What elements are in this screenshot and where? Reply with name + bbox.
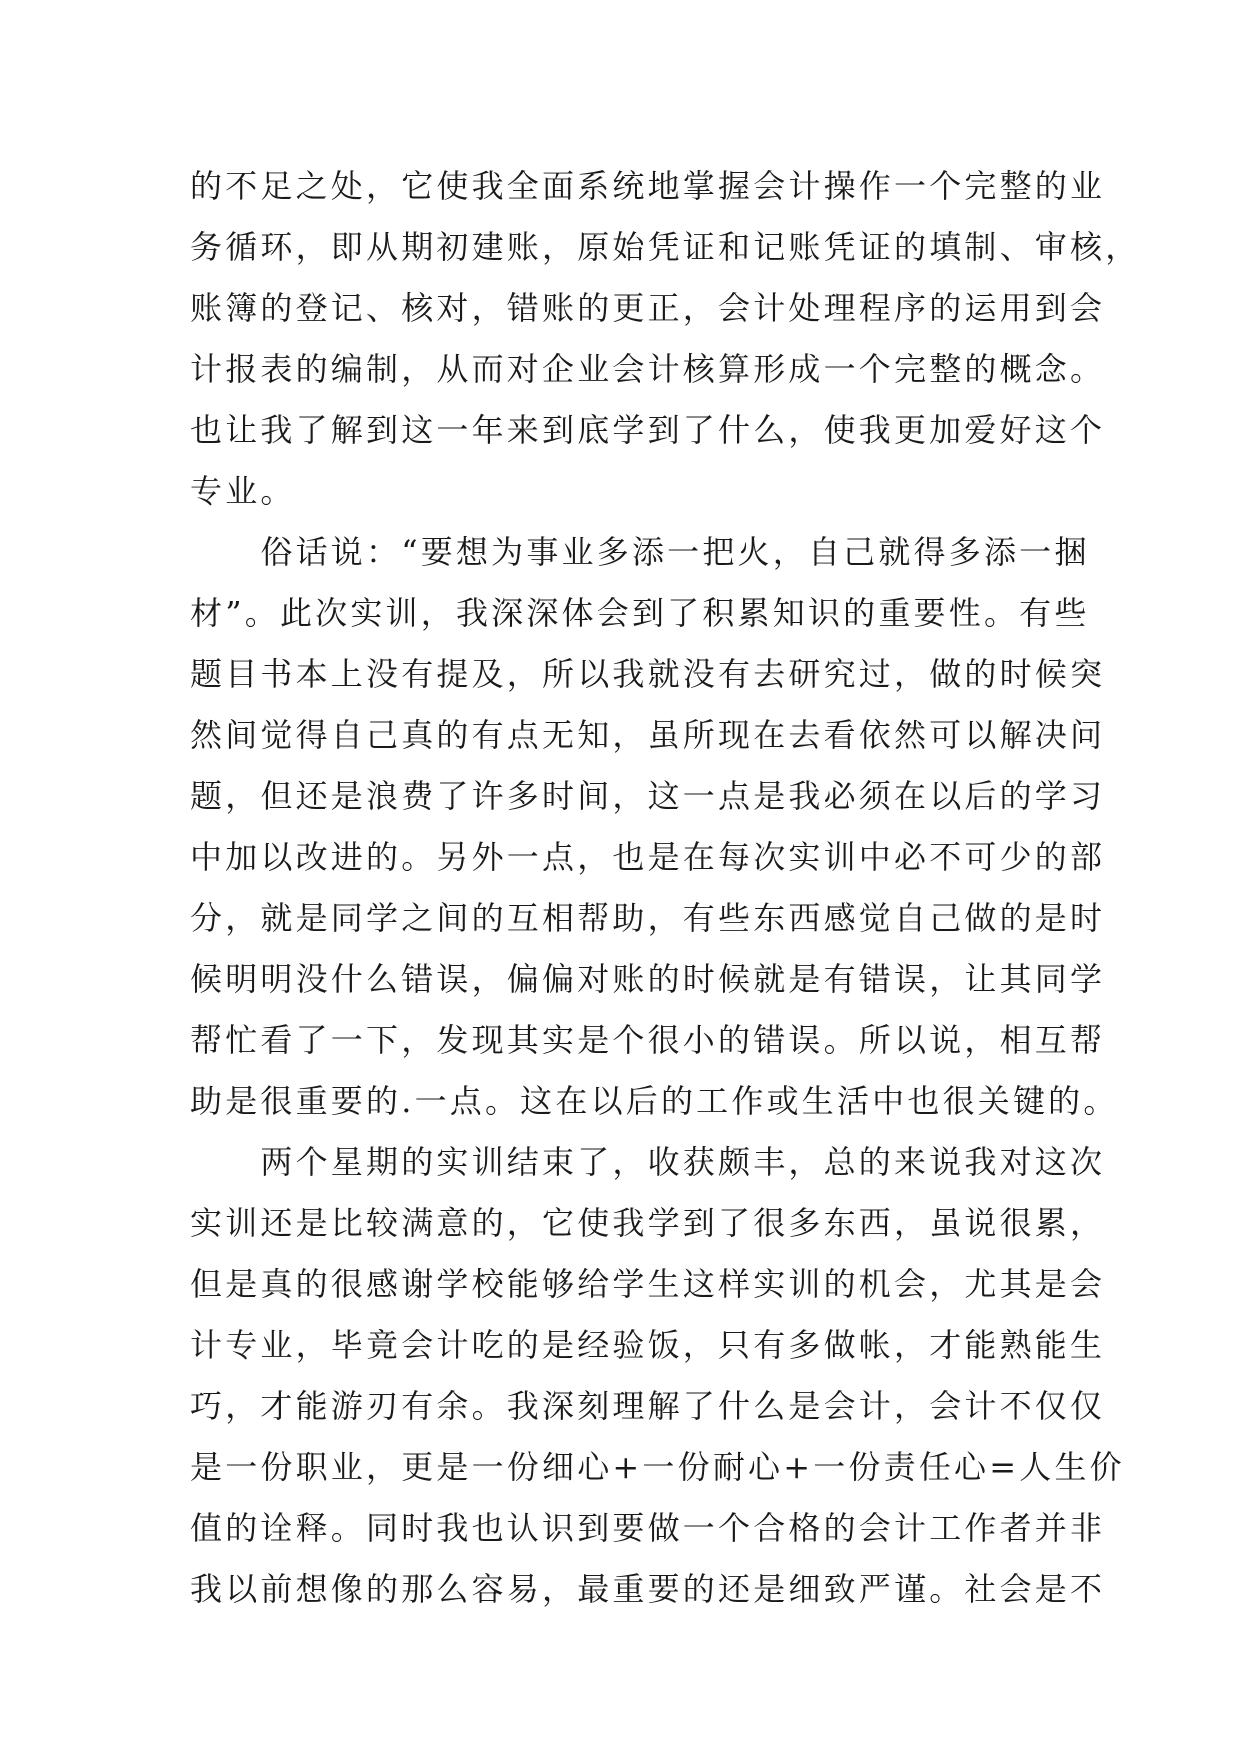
text-line-15: 帮忙看了一下，发现其实是个很小的错误。所以说，相互帮 [190,1021,1106,1059]
text-line-1: 的不足之处，它使我全面系统地掌握会计操作一个完整的业 [190,167,1106,205]
text-line-7: 俗话说：“要想为事业多添一把火，自己就得多添一捆 [190,533,1090,571]
text-line-4: 计报表的编制，从而对企业会计核算形成一个完整的概念。 [190,350,1106,388]
text-line-11: 题，但还是浪费了许多时间，这一点是我必须在以后的学习 [190,777,1106,815]
text-line-14: 候明明没什么错误，偏偏对账的时候就是有错误，让其同学 [190,960,1106,998]
text-line-19: 但是真的很感谢学校能够给学生这样实训的机会，尤其是会 [190,1265,1106,1303]
text-line-10: 然间觉得自己真的有点无知，虽所现在去看依然可以解决问 [190,716,1106,754]
text-line-13: 分，就是同学之间的互相帮助，有些东西感觉自己做的是时 [190,899,1106,937]
text-line-17: 两个星期的实训结束了，收获颇丰，总的来说我对这次 [190,1143,1106,1181]
text-line-6: 专业。 [190,472,296,510]
text-line-9: 题目书本上没有提及，所以我就没有去研究过，做的时候突 [190,655,1106,693]
text-line-23: 值的诠释。同时我也认识到要做一个合格的会计工作者并非 [190,1509,1106,1547]
text-line-16: 助是很重要的.一点。这在以后的工作或生活中也很关键的。 [190,1082,1119,1120]
text-line-2: 务循环，即从期初建账，原始凭证和记账凭证的填制、审核， [190,228,1141,266]
text-line-3: 账簿的登记、核对，错账的更正，会计处理程序的运用到会 [190,289,1106,327]
text-line-21: 巧，才能游刃有余。我深刻理解了什么是会计，会计不仅仅 [190,1387,1106,1425]
text-line-5: 也让我了解到这一年来到底学到了什么，使我更加爱好这个 [190,411,1106,449]
text-line-12: 中加以改进的。另外一点，也是在每次实训中必不可少的部 [190,838,1106,876]
text-line-18: 实训还是比较满意的，它使我学到了很多东西，虽说很累， [190,1204,1106,1242]
text-line-8: 材”。此次实训，我深深体会到了积累知识的重要性。有些 [190,594,1090,632]
body-text [190,156,1141,1620]
text-line-24: 我以前想像的那么容易，最重要的还是细致严谨。社会是不 [190,1570,1106,1608]
text-line-22: 是一份职业，更是一份细心+一份耐心+一份责任心=人生价 [190,1448,1125,1486]
text-line-20: 计专业，毕竟会计吃的是经验饭，只有多做帐，才能熟能生 [190,1326,1106,1364]
